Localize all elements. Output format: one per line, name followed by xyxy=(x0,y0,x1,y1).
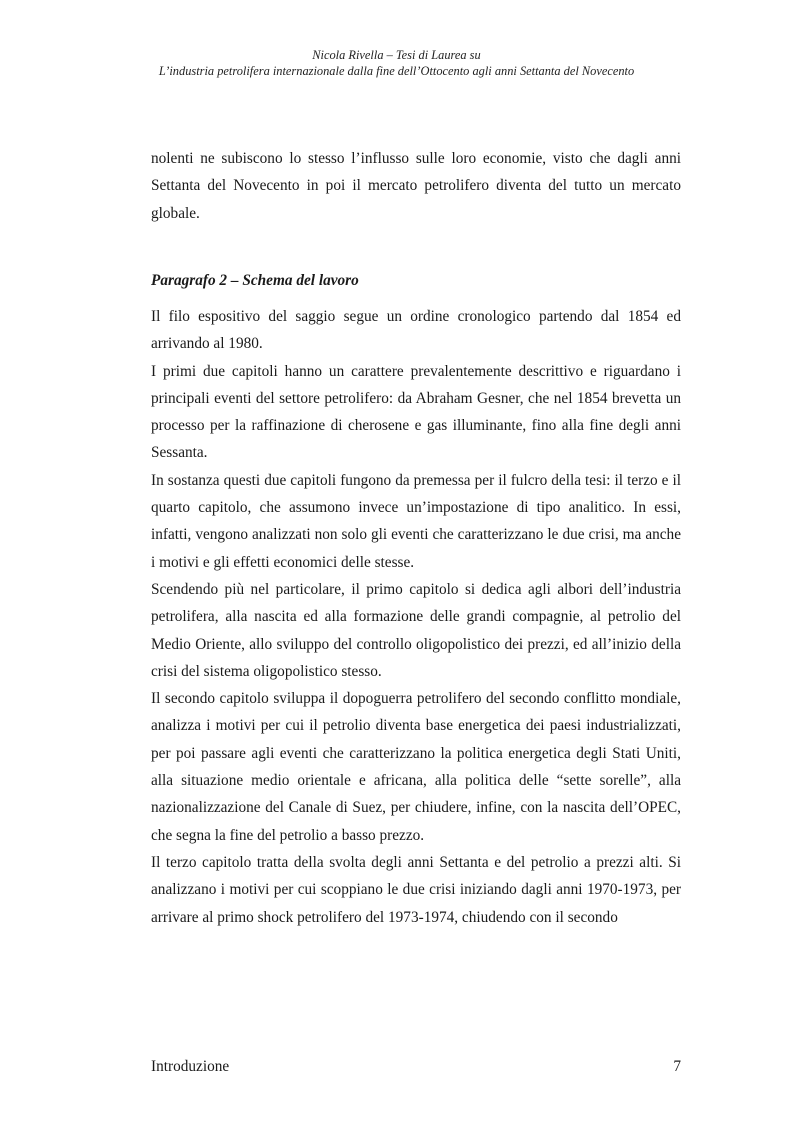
paragraph: Il terzo capitolo tratta della svolta degli anni Settanta e del petrolio a prezzi alti. Si analizzano i motivi per cui scoppiano le due crisi iniziando dagli anni 1970-1973, per arrivare al primo shock petrolifero del 1973-1974, chiudendo con il secondo xyxy=(151,853,681,926)
paragraph: I primi due capitoli hanno un carattere prevalentemente descrittivo e riguardano i principali eventi del settore petrolifero: da Abraham Gesner, che nel 1854 brevetta un processo per la raffinazione di cherosene e gas illuminante, fino alla fine degli anni Sessanta. xyxy=(151,362,681,462)
running-header xyxy=(0,47,793,79)
page-number: 7 xyxy=(673,1058,681,1075)
header-thesis-subject: L’industria petrolifera internazionale dalla fine dell’Ottocento agli anni Settanta del Novecento xyxy=(158,64,635,78)
paragraph: Il secondo capitolo sviluppa il dopoguerra petrolifero del secondo conflitto mondiale, analizza i motivi per cui il petrolio diventa base energetica dei paesi industrializzati, per poi passare agli eventi che caratterizzano la politica energetica degli Stati Uniti, alla situazione medio orientale e africana, alla politica delle “sette sorelle”, alla nazionalizzazione del Canale di Suez, per chiudere, infine, con la nascita dell’OPEC, che segna la fine del petrolio a basso prezzo. xyxy=(151,690,681,844)
paragraph: Scendendo più nel particolare, il primo capitolo si dedica agli albori dell’industria petrolifera, alla nascita ed alla formazione delle grandi compagnie, al petrolio del Medio Oriente, allo sviluppo del controllo oligopolistico dei prezzi, ed all’inizio della crisi del sistema oligopolistico stesso. xyxy=(151,580,681,680)
main-text-block xyxy=(151,303,681,931)
opening-paragraph: nolenti ne subiscono lo stesso l’influsso sulle loro economie, visto che dagli anni Settanta del Novecento in poi il mercato petrolifero diventa del tutto un mercato globale. xyxy=(151,150,681,222)
section-heading: Paragrafo 2 – Schema del lavoro xyxy=(151,272,359,289)
paragraph: Il filo espositivo del saggio segue un ordine cronologico partendo dal 1854 ed arrivando al 1980. xyxy=(151,308,681,353)
paragraph: In sostanza questi due capitoli fungono da premessa per il fulcro della tesi: il terzo e il quarto capitolo, che assumono invece un’impostazione di tipo analitico. In essi, infatti, vengono analizzati non solo gli eventi che caratterizzano le due crisi, ma anche i motivi e gli effetti economici delle stesse. xyxy=(151,471,681,571)
opening-paragraph-block xyxy=(151,145,681,227)
header-author-title: Nicola Rivella – Tesi di Laurea su xyxy=(312,48,481,62)
footer-section-name: Introduzione xyxy=(151,1058,230,1075)
